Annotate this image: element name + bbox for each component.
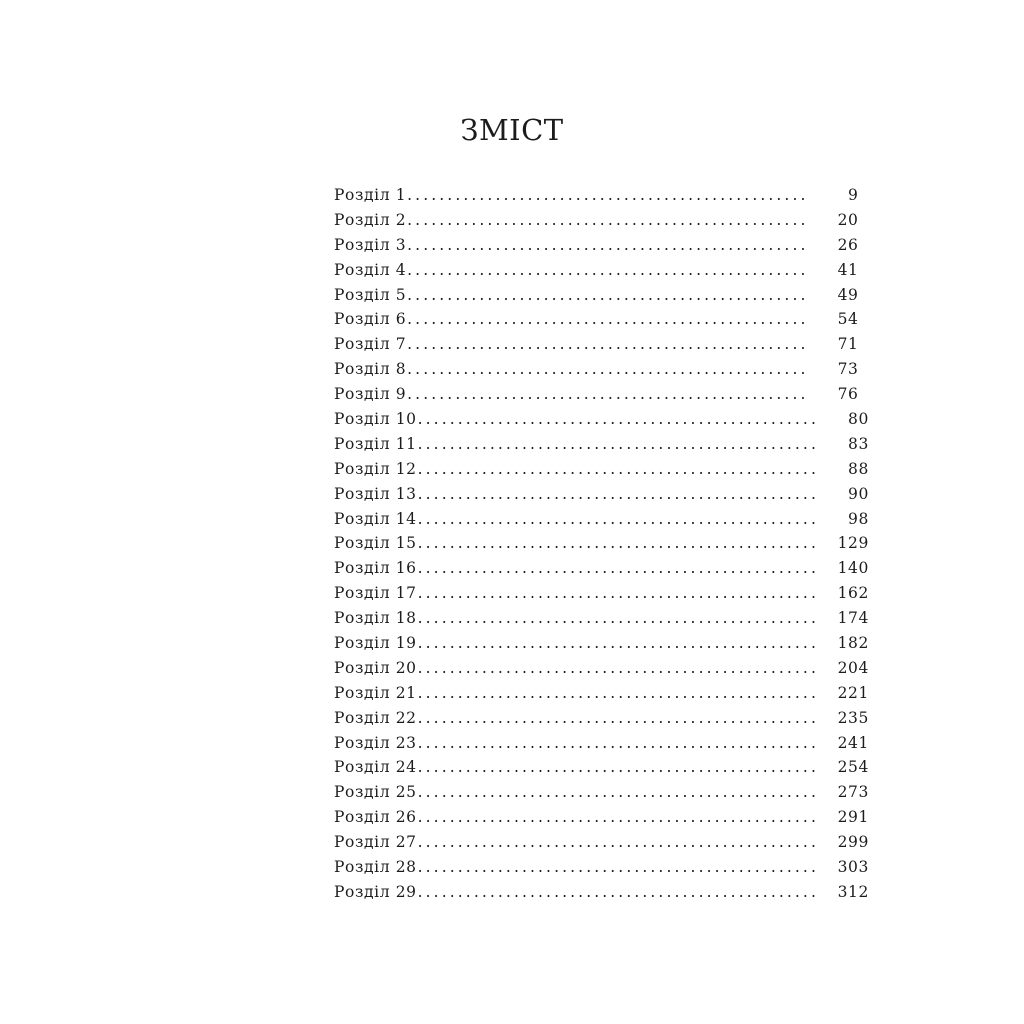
toc-entry[interactable] [334,755,869,780]
toc-dot-leader: .................................................. [407,210,809,229]
toc-dot-leader: .................................................. [417,882,819,901]
toc-entry[interactable] [334,382,859,407]
toc-entry-label: Розділ 29 [334,882,417,901]
toc-entry[interactable] [334,233,859,258]
toc-page-number: 303 [837,858,869,877]
toc-entry[interactable] [334,258,859,283]
toc-dot-leader: .................................................. [417,634,819,653]
toc-page-number: 312 [837,882,869,901]
toc-page-number: 254 [837,758,869,777]
toc-entry[interactable] [334,307,859,332]
toc-dot-leader: .................................................. [417,509,819,528]
toc-dot-leader: .................................................. [417,733,819,752]
toc-dot-leader: .................................................. [407,360,809,379]
toc-dot-leader: .................................................. [417,459,819,478]
toc-dot-leader: .................................................. [417,609,819,628]
toc-entry-label: Розділ 22 [334,708,417,727]
toc-page-number: 299 [837,833,869,852]
toc-entry[interactable] [334,332,859,357]
toc-entry-label: Розділ 3 [334,235,407,254]
toc-entry[interactable] [334,407,869,432]
toc-entry[interactable] [334,357,859,382]
toc-entry-label: Розділ 13 [334,484,417,503]
toc-dot-leader: .................................................. [407,235,809,254]
toc-entry-label: Розділ 27 [334,833,417,852]
toc-dot-leader: .................................................. [417,434,819,453]
toc-page-number: 221 [837,683,869,702]
toc-page-number: 241 [837,733,869,752]
toc-page-number: 80 [848,410,869,429]
toc-page-number: 273 [837,783,869,802]
toc-dot-leader: .................................................. [407,285,809,304]
toc-dot-leader: .................................................. [417,658,819,677]
toc-dot-leader: .................................................. [417,833,819,852]
toc-entry[interactable] [334,631,869,656]
toc-page-number: 291 [837,808,869,827]
toc-entry[interactable] [334,731,869,756]
toc-dot-leader: .................................................. [407,335,809,354]
toc-entry-label: Розділ 15 [334,534,417,553]
toc-dot-leader: .................................................. [417,559,819,578]
toc-entry[interactable] [334,581,869,606]
toc-dot-leader: .................................................. [417,808,819,827]
toc-entry-label: Розділ 18 [334,609,417,628]
toc-page-number: 90 [848,484,869,503]
toc-page-number: 88 [848,459,869,478]
toc-dot-leader: .................................................. [417,534,819,553]
toc-page-number: 26 [837,235,859,254]
toc-entry[interactable] [334,656,869,681]
toc-entry[interactable] [334,432,869,457]
toc-page-number: 235 [837,708,869,727]
toc-entry-label: Розділ 14 [334,509,417,528]
toc-page-number: 76 [837,385,859,404]
toc-entry[interactable] [334,283,859,308]
toc-entry-label: Розділ 23 [334,733,417,752]
toc-dot-leader: .................................................. [407,186,809,204]
toc-dot-leader: .................................................. [417,584,819,603]
toc-page-number: 49 [837,285,859,304]
toc-entry-label: Розділ 1 [334,186,407,204]
toc-entry-label: Розділ 28 [334,858,417,877]
toc-entry-label: Розділ 5 [334,285,407,304]
toc-page-number: 174 [837,609,869,628]
toc-dot-leader: .................................................. [407,385,809,404]
toc-entry-label: Розділ 4 [334,260,407,279]
toc-entry[interactable] [334,482,869,507]
toc-entry-label: Розділ 16 [334,559,417,578]
toc-entry-label: Розділ 17 [334,584,417,603]
toc-dot-leader: .................................................. [417,410,819,429]
toc-page-number: 204 [837,658,869,677]
toc-page-number: 9 [848,186,859,204]
toc-entry-label: Розділ 2 [334,210,407,229]
toc-page-number: 73 [837,360,859,379]
toc-dot-leader: .................................................. [417,858,819,877]
toc-entry-label: Розділ 19 [334,634,417,653]
toc-entry[interactable] [334,780,869,805]
toc-page-number: 140 [837,559,869,578]
toc-dot-leader: .................................................. [407,310,809,329]
toc-entry-label: Розділ 24 [334,758,417,777]
toc-page-number: 83 [848,434,869,453]
toc-dot-leader: .................................................. [417,484,819,503]
toc-dot-leader: .................................................. [417,683,819,702]
toc-entry[interactable] [334,183,859,208]
toc-entry[interactable] [334,457,869,482]
toc-entry-label: Розділ 11 [334,434,417,453]
toc-page-number: 41 [837,260,859,279]
toc-entry-label: Розділ 25 [334,783,417,802]
toc-entry[interactable] [334,507,869,532]
toc-entry-label: Розділ 20 [334,658,417,677]
toc-entry[interactable] [334,880,869,905]
toc-entry-label: Розділ 10 [334,410,417,429]
toc-entry[interactable] [334,531,869,556]
toc-entry[interactable] [334,830,869,855]
toc-entry-label: Розділ 12 [334,459,417,478]
toc-entry[interactable] [334,855,869,880]
toc-page-number: 71 [837,335,859,354]
page-title: ЗМІСТ [460,113,564,147]
toc-dot-leader: .................................................. [417,758,819,777]
toc-page-number: 182 [837,634,869,653]
toc-entry-label: Розділ 6 [334,310,407,329]
toc-dot-leader: .................................................. [417,708,819,727]
toc-entry[interactable] [334,805,869,830]
toc-page-number: 98 [848,509,869,528]
toc-entry[interactable] [334,208,859,233]
toc-entry-label: Розділ 7 [334,335,407,354]
toc-entry[interactable] [334,606,869,631]
toc-dot-leader: .................................................. [407,260,809,279]
toc-entry[interactable] [334,681,869,706]
toc-page-number: 20 [837,210,859,229]
toc-entry[interactable] [334,706,869,731]
toc-dot-leader: .................................................. [417,783,819,802]
table-of-contents [334,183,869,905]
toc-entry-label: Розділ 21 [334,683,417,702]
toc-page-number: 129 [837,534,869,553]
toc-page-number: 54 [837,310,859,329]
toc-entry-label: Розділ 26 [334,808,417,827]
toc-entry-label: Розділ 8 [334,360,407,379]
toc-page-number: 162 [837,584,869,603]
toc-entry-label: Розділ 9 [334,385,407,404]
toc-entry[interactable] [334,556,869,581]
